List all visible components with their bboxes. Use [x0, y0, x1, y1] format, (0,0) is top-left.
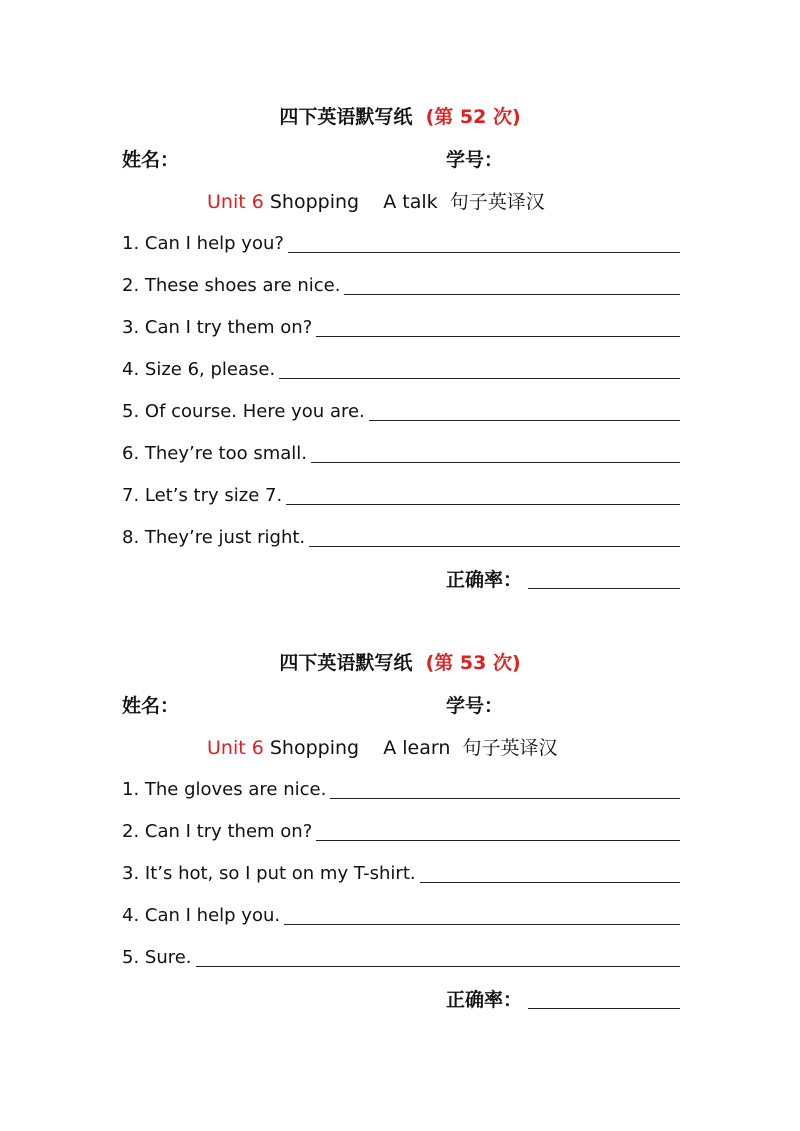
unit-subtitle: [207, 731, 558, 765]
question-row: [122, 311, 680, 345]
answer-blank[interactable]: [330, 797, 680, 799]
question-row: [122, 479, 680, 513]
subtitle-text: Shopping A learn 句子英译汉: [263, 737, 558, 759]
answer-blank[interactable]: [311, 461, 680, 463]
question-text: 5. Sure.: [122, 947, 192, 968]
answer-blank[interactable]: [316, 335, 680, 337]
question-text: 4. Size 6, please.: [122, 359, 276, 380]
answer-blank[interactable]: [420, 881, 680, 883]
question-text: 2. These shoes are nice.: [122, 275, 341, 296]
unit-label: Unit 6: [207, 737, 264, 759]
question-row: [122, 521, 680, 555]
question-row: [122, 899, 680, 933]
question-text: 7. Let’s try size 7.: [122, 485, 283, 506]
question-row: [122, 815, 680, 849]
question-row: [122, 773, 680, 807]
student-id-label: 学号：: [446, 149, 504, 171]
answer-blank[interactable]: [369, 419, 680, 421]
question-text: 2. Can I try them on?: [122, 821, 313, 842]
sheet-title: [0, 100, 800, 134]
answer-blank[interactable]: [288, 251, 680, 253]
accuracy-label: 正确率：: [446, 569, 523, 591]
title-text: 四下英语默写纸: [279, 652, 413, 674]
student-id-label: 学号：: [446, 695, 504, 717]
answer-blank[interactable]: [196, 965, 680, 967]
question-text: 1. The gloves are nice.: [122, 779, 327, 800]
sheet-title: [0, 646, 800, 680]
question-row: [122, 227, 680, 261]
question-text: 3. It’s hot, so I put on my T-shirt.: [122, 863, 416, 884]
answer-blank[interactable]: [286, 503, 680, 505]
accuracy-row: [446, 983, 680, 1017]
answer-blank[interactable]: [309, 545, 680, 547]
name-label: 姓名：: [122, 695, 180, 717]
question-row: [122, 395, 680, 429]
accuracy-blank[interactable]: [528, 1007, 680, 1009]
question-row: [122, 269, 680, 303]
question-text: 6. They’re too small.: [122, 443, 308, 464]
question-row: [122, 353, 680, 387]
question-row: [122, 437, 680, 471]
answer-blank[interactable]: [284, 923, 680, 925]
answer-blank[interactable]: [279, 377, 680, 379]
question-row: [122, 941, 680, 975]
name-label: 姓名：: [122, 149, 180, 171]
session-number: (第 53 次): [425, 652, 521, 674]
answer-blank[interactable]: [316, 839, 680, 841]
question-text: 4. Can I help you.: [122, 905, 281, 926]
accuracy-blank[interactable]: [528, 587, 680, 589]
accuracy-row: [446, 563, 680, 597]
question-text: 8. They’re just right.: [122, 527, 306, 548]
subtitle-text: Shopping A talk 句子英译汉: [263, 191, 545, 213]
accuracy-label: 正确率：: [446, 989, 523, 1011]
title-text: 四下英语默写纸: [279, 106, 413, 128]
question-row: [122, 857, 680, 891]
session-number: (第 52 次): [425, 106, 521, 128]
unit-label: Unit 6: [207, 191, 264, 213]
question-text: 3. Can I try them on?: [122, 317, 313, 338]
question-text: 1. Can I help you?: [122, 233, 284, 254]
answer-blank[interactable]: [344, 293, 680, 295]
question-text: 5. Of course. Here you are.: [122, 401, 365, 422]
unit-subtitle: [207, 185, 545, 219]
